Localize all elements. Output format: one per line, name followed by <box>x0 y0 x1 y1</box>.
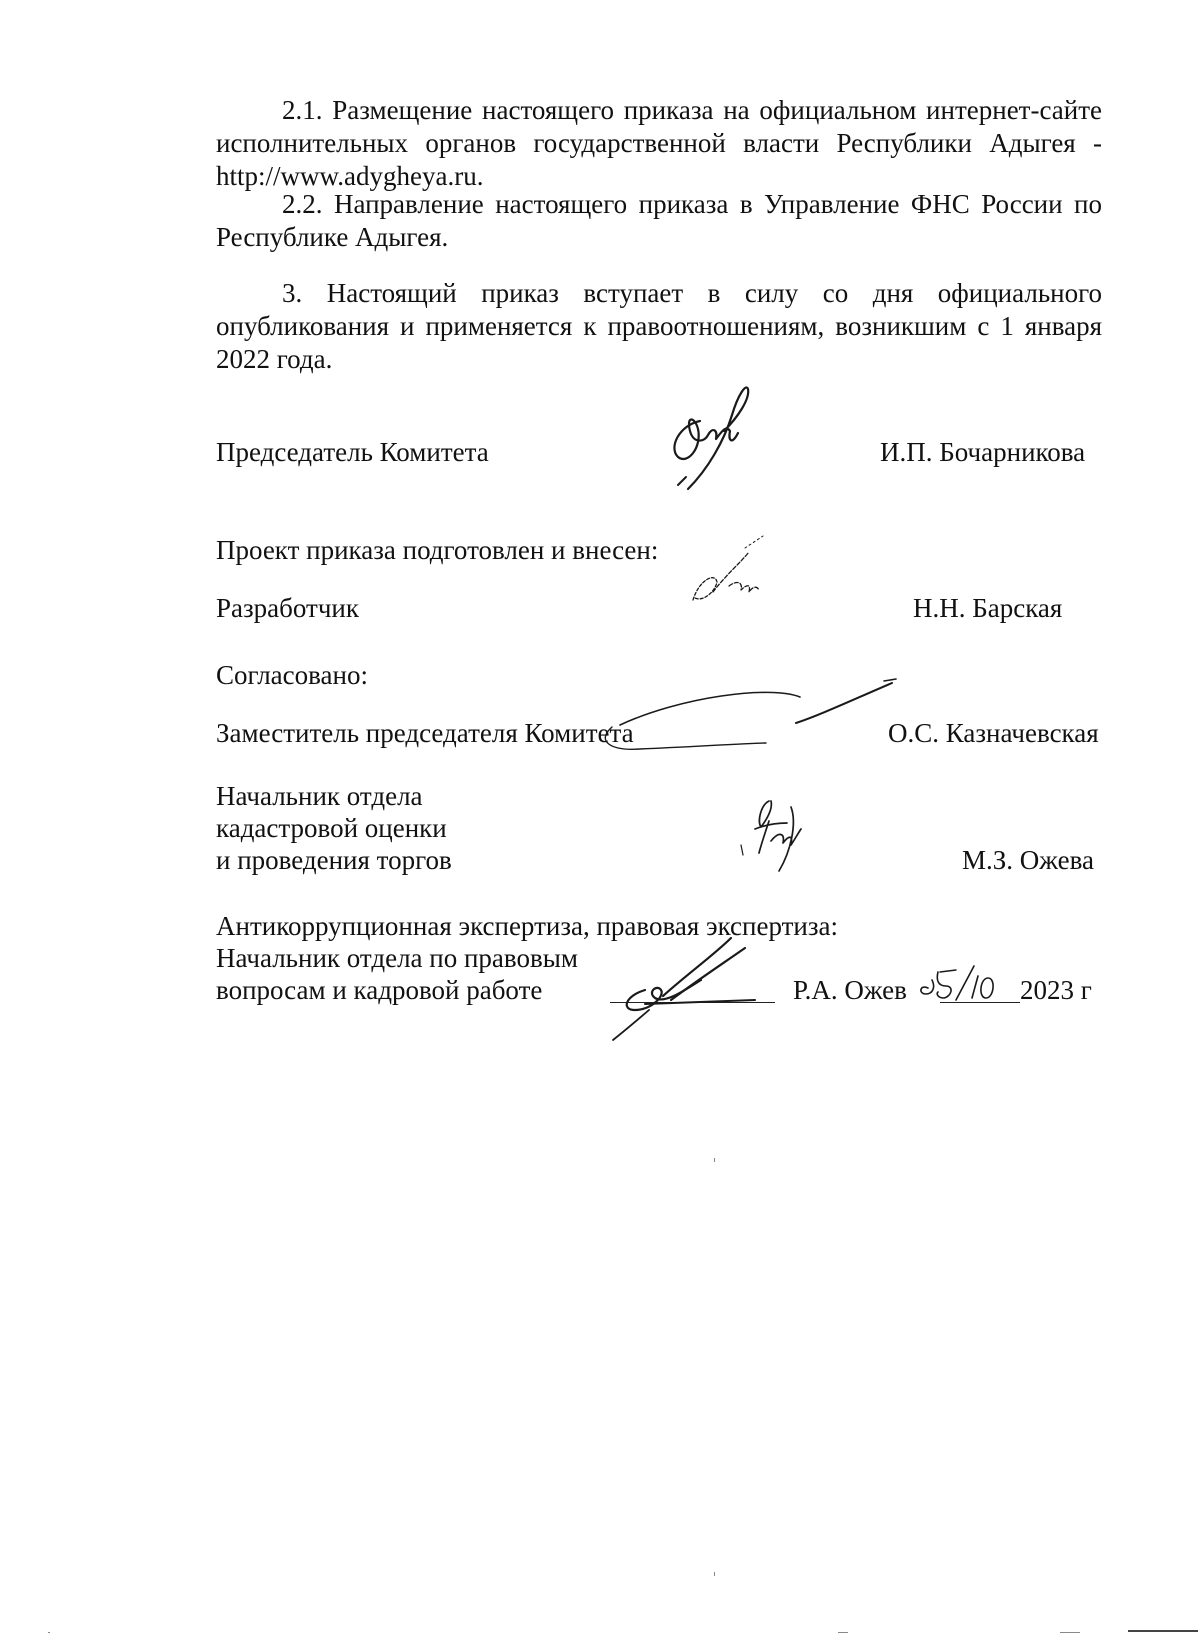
developer-signature <box>685 540 805 630</box>
developer-title: Разработчик <box>216 593 359 623</box>
head-cadastral-signature <box>735 795 825 880</box>
scan-speck <box>838 1632 848 1633</box>
head-cadastral-title-line3: и проведения торгов <box>216 845 452 875</box>
deputy-signature <box>600 675 900 765</box>
head-cadastral-title-line1: Начальник отдела <box>216 781 423 811</box>
deputy-name: О.С. Казначевская <box>888 718 1099 748</box>
scan-speck <box>1060 1632 1080 1633</box>
chairman-signature <box>660 385 780 500</box>
chairman-name: И.П. Бочарникова <box>880 437 1086 467</box>
scan-speck <box>714 1158 715 1162</box>
head-legal-date-handwritten <box>916 958 1016 1018</box>
agreed-heading: Согласовано: <box>216 660 368 690</box>
expertise-heading: Антикоррупционная экспертиза, правовая экспертиза: <box>216 911 839 941</box>
deputy-title: Заместитель председателя Комитета <box>216 718 634 748</box>
paragraph-2-2: 2.2. Направление настоящего приказа в Управление ФНС России по Республике Адыгея. <box>216 189 1102 252</box>
project-heading: Проект приказа подготовлен и внесен: <box>216 535 659 565</box>
head-legal-year: 2023 г <box>1020 975 1092 1005</box>
head-legal-title-line2: вопросам и кадровой работе <box>216 975 543 1005</box>
scan-speck <box>1128 1630 1198 1632</box>
paragraph-3: 3. Настоящий приказ вступает в силу со дня официального опубликования и применяется к правоотношениям, возникшим с 1 января 2022 года. <box>216 278 1102 374</box>
paragraph-2-1: 2.1. Размещение настоящего приказа на официальном интернет-сайте исполнительных органов государственной власти Республики Адыгея - http://www.adygheya.ru. <box>216 95 1102 191</box>
head-legal-date-line <box>940 1002 1020 1003</box>
chairman-title: Председатель Комитета <box>216 437 489 467</box>
head-legal-title-line1: Начальник отдела по правовым <box>216 943 578 973</box>
head-cadastral-title-line2: кадастровой оценки <box>216 813 447 843</box>
head-legal-signature <box>605 930 775 1040</box>
head-legal-name: Р.А. Ожев <box>793 975 907 1005</box>
head-cadastral-name: М.З. Ожева <box>962 845 1094 875</box>
developer-name: Н.Н. Барская <box>913 593 1063 623</box>
scan-speck <box>48 1632 50 1633</box>
scan-speck <box>714 1572 715 1576</box>
